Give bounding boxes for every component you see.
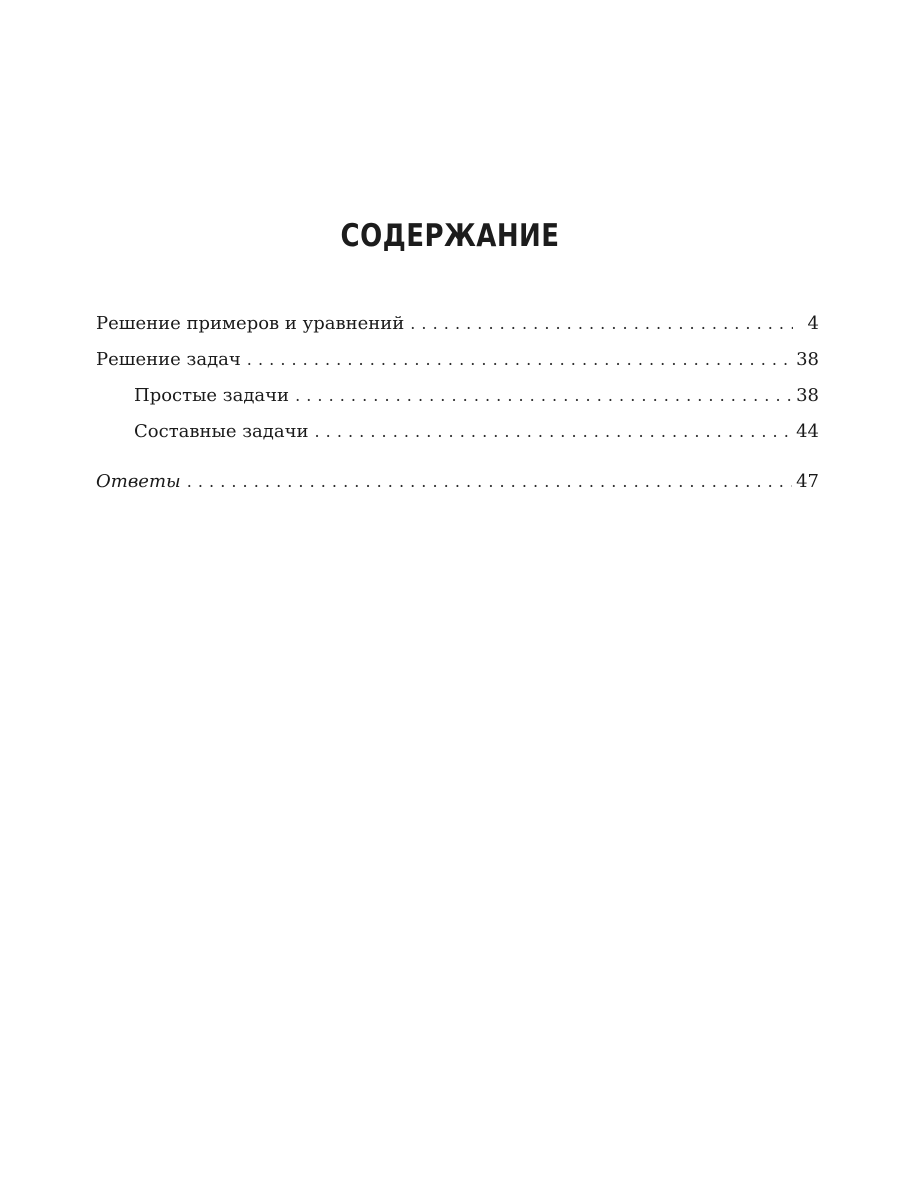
toc-entry[interactable] xyxy=(96,306,819,342)
table-of-contents xyxy=(96,306,819,500)
toc-page-number: 47 xyxy=(796,471,819,492)
toc-page-number: 44 xyxy=(796,421,819,442)
toc-entry[interactable] xyxy=(96,342,819,378)
toc-page-number: 4 xyxy=(807,313,819,334)
toc-subentry[interactable] xyxy=(96,378,819,414)
toc-entry-label: Решение примеров и уравнений xyxy=(96,313,405,334)
toc-page-number: 38 xyxy=(796,385,819,406)
toc-dot-leader xyxy=(295,378,792,414)
toc-entry[interactable] xyxy=(96,464,819,500)
toc-dot-leader xyxy=(247,342,792,378)
toc-page-number: 38 xyxy=(796,349,819,370)
page-title: СОДЕРЖАНИЕ xyxy=(340,218,560,254)
toc-dot-leader xyxy=(410,306,793,342)
toc-dot-leader xyxy=(314,414,792,450)
toc-entry-label: Ответы xyxy=(96,471,181,492)
toc-entry-label: Составные задачи xyxy=(134,421,309,442)
toc-dot-leader xyxy=(187,464,792,500)
toc-entry-label: Решение задач xyxy=(96,349,241,370)
toc-subentry[interactable] xyxy=(96,414,819,450)
toc-entry-label: Простые задачи xyxy=(134,385,290,406)
